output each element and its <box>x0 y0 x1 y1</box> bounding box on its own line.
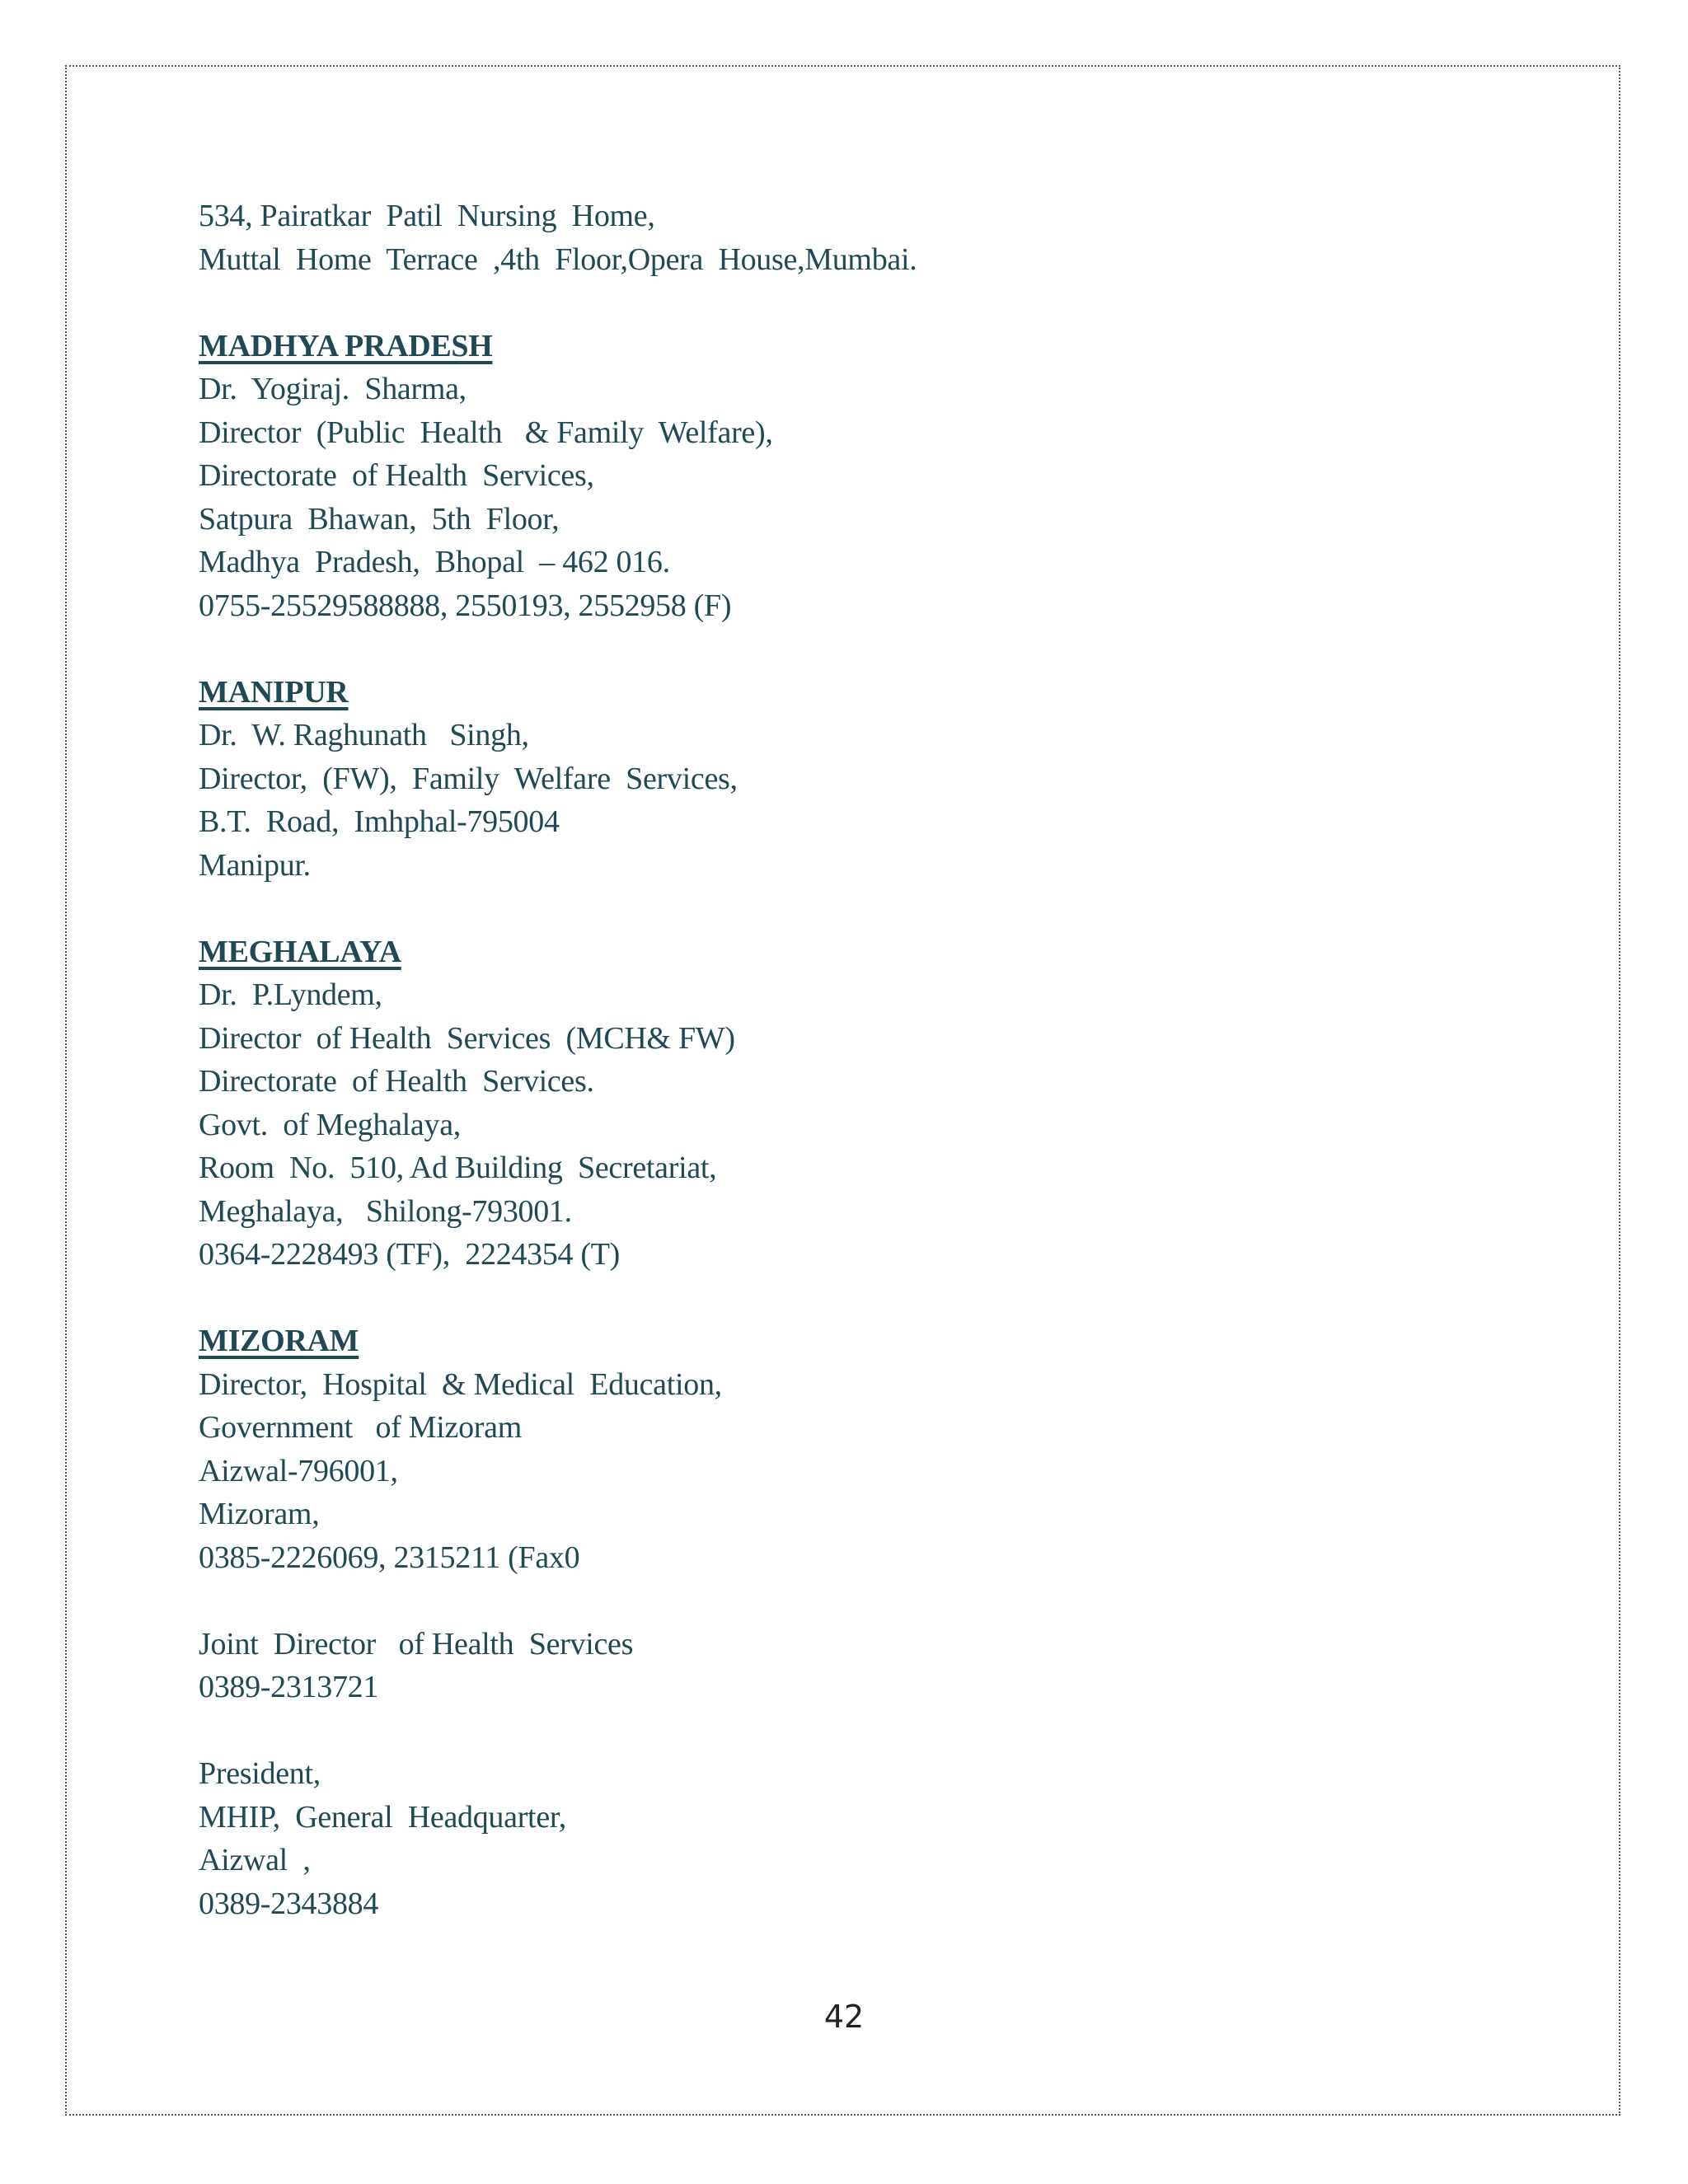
contact-line: Government of Mizoram <box>199 1410 522 1445</box>
contact-line: Manipur. <box>199 847 311 883</box>
contact-line: Aizwal , <box>199 1843 311 1877</box>
section-meghalaya <box>199 930 1517 1277</box>
contact-line: 0389-2343884 <box>199 1886 379 1921</box>
contact-line: Aizwal-796001, <box>199 1453 398 1488</box>
section-mizoram <box>199 1319 1517 1579</box>
contact-line: Dr. Yogiraj. Sharma, <box>199 372 467 406</box>
contact-line: Directorate of Health Services, <box>199 458 594 493</box>
intro-address <box>199 194 1517 281</box>
contact-line: Director of Health Services (MCH& FW) <box>199 1020 735 1056</box>
section-madhya-pradesh <box>199 325 1517 628</box>
contact-line: B.T. Road, Imhphal-795004 <box>199 804 560 839</box>
contact-line: Govt. of Meghalaya, <box>199 1107 461 1142</box>
document-body <box>199 194 1517 1925</box>
section-heading: MADHYA PRADESH <box>199 328 493 363</box>
contact-line: 0364-2228493 (TF), 2224354 (T) <box>199 1237 621 1272</box>
contact-line: Madhya Pradesh, Bhopal – 462 016. <box>199 545 670 579</box>
contact-line: 0385-2226069, 2315211 (Fax0 <box>199 1540 580 1575</box>
contact-line: President, <box>199 1756 321 1791</box>
contact-line: Mizoram, <box>199 1497 320 1531</box>
contact-line: Director, (FW), Family Welfare Services, <box>199 761 738 796</box>
page-number: 42 <box>823 1999 865 2035</box>
address-line: Muttal Home Terrace ,4th Floor,Opera House,Mumbai. <box>199 241 917 277</box>
contact-line: Directorate of Health Services. <box>199 1064 594 1099</box>
contact-line: Satpura Bhawan, 5th Floor, <box>199 501 560 537</box>
contact-line: Dr. P.Lyndem, <box>199 977 382 1012</box>
section-manipur <box>199 671 1517 888</box>
section-heading: MIZORAM <box>199 1324 359 1358</box>
contact-line: Room No. 510, Ad Building Secretariat, <box>199 1151 717 1185</box>
contact-line: 0755-25529588888, 2550193, 2552958 (F) <box>199 588 732 623</box>
contact-line: Director (Public Health & Family Welfare), <box>199 415 773 450</box>
contact-block-joint-director <box>199 1623 1517 1709</box>
contact-line: 0389-2313721 <box>199 1670 379 1704</box>
contact-line: Meghalaya, Shilong-793001. <box>199 1193 572 1229</box>
contact-line: MHIP, General Headquarter, <box>199 1799 566 1835</box>
contact-line: Dr. W. Raghunath Singh, <box>199 718 529 752</box>
section-heading: MANIPUR <box>199 674 349 710</box>
contact-line: Joint Director of Health Services <box>199 1626 634 1661</box>
section-heading: MEGHALAYA <box>199 934 401 969</box>
contact-block-president <box>199 1752 1517 1925</box>
contact-line: Director, Hospital & Medical Education, <box>199 1366 722 1402</box>
address-line: 534, Pairatkar Patil Nursing Home, <box>199 199 655 233</box>
